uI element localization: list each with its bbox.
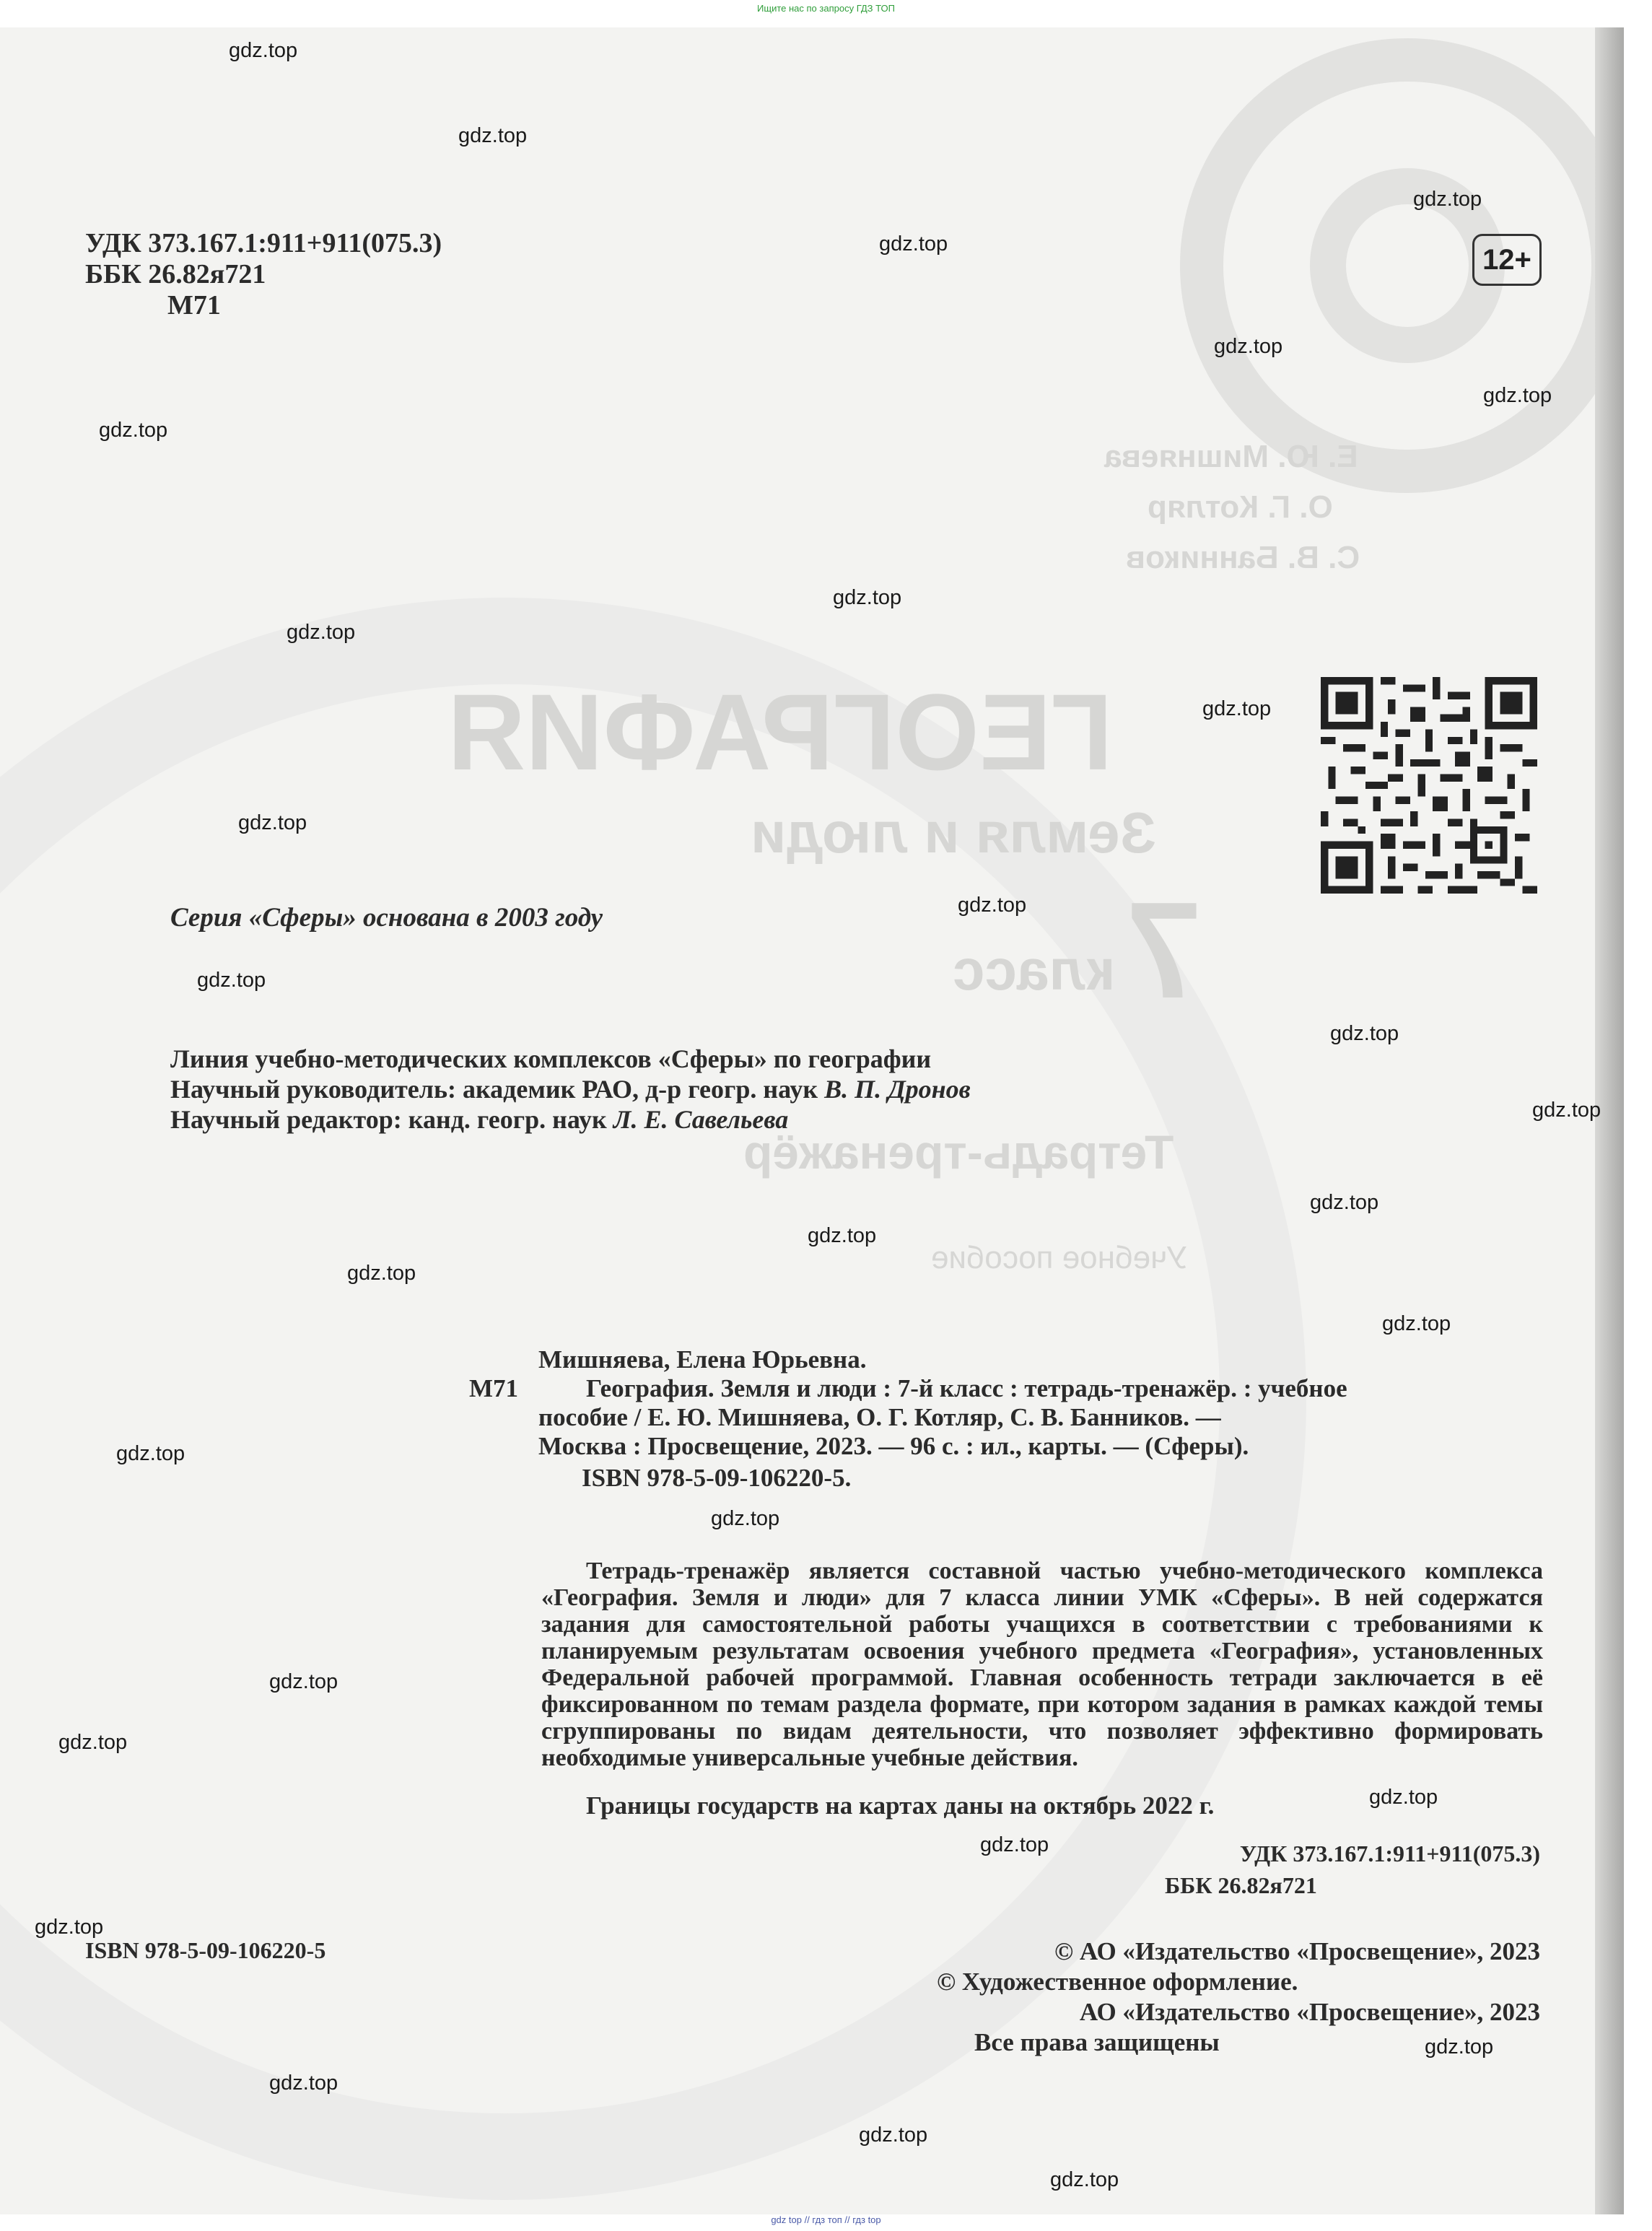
watermark: gdz.top bbox=[35, 1916, 104, 1939]
watermark: gdz.top bbox=[1532, 1099, 1601, 1122]
bottom-note: gdz top // гдз топ // гдз top bbox=[771, 2214, 881, 2225]
series-note: Серия «Сферы» основана в 2003 году bbox=[170, 903, 603, 933]
copyright-line-2: © Художественное оформление. bbox=[937, 1968, 1298, 1996]
editor-label: Научный редактор: канд. геогр. наук bbox=[170, 1105, 607, 1134]
supervisor-label: Научный руководитель: академик РАО, д-р геогр. наук bbox=[170, 1075, 818, 1104]
copyright-line-1: © АО «Издательство «Просвещение», 2023 bbox=[1054, 1937, 1540, 1965]
udk-bottom: УДК 373.167.1:911+911(075.3) bbox=[1239, 1841, 1540, 1867]
watermark: gdz.top bbox=[1050, 2168, 1119, 2191]
ghost-title: ГЕОГРАФИЯ bbox=[447, 671, 1113, 793]
watermark: gdz.top bbox=[99, 419, 168, 442]
watermark: gdz.top bbox=[269, 2071, 338, 2095]
isbn-bottom: ISBN 978-5-09-106220-5 bbox=[85, 1937, 326, 1963]
biblio-author: Мишняева, Елена Юрьевна. bbox=[538, 1345, 867, 1374]
watermark: gdz.top bbox=[269, 1670, 338, 1693]
copyright-line-3: АО «Издательство «Просвещение», 2023 bbox=[1079, 1998, 1540, 2026]
ghost-author-1: Е. Ю. Мишняева bbox=[1104, 439, 1358, 474]
watermark: gdz.top bbox=[711, 1507, 780, 1530]
watermark: gdz.top bbox=[808, 1224, 877, 1247]
biblio-line-1: География. Земля и люди : 7-й класс : тетрадь-тренажёр. : учебное bbox=[586, 1374, 1347, 1402]
bbk-top: ББК 26.82я721 bbox=[85, 259, 266, 289]
ghost-author-3: С. В. Банников bbox=[1126, 540, 1360, 575]
watermark: gdz.top bbox=[58, 1731, 128, 1754]
ghost-grade: класс bbox=[953, 938, 1116, 1002]
watermark: gdz.top bbox=[116, 1442, 185, 1465]
watermark: gdz.top bbox=[833, 586, 902, 609]
bbk-bottom: ББК 26.82я721 bbox=[1165, 1872, 1317, 1898]
watermark: gdz.top bbox=[229, 39, 298, 62]
watermark: gdz.top bbox=[1382, 1312, 1451, 1335]
ghost-kind: Учебное пособие bbox=[931, 1240, 1188, 1275]
age-rating-badge: 12+ bbox=[1472, 234, 1542, 286]
watermark: gdz.top bbox=[1310, 1191, 1379, 1214]
supervisor-name: В. П. Дронов bbox=[824, 1075, 971, 1104]
editor-line bbox=[170, 1104, 788, 1135]
watermark: gdz.top bbox=[1369, 1786, 1438, 1809]
editor-name: Л. Е. Савельева bbox=[613, 1105, 789, 1134]
watermark: gdz.top bbox=[287, 621, 356, 644]
biblio-code: М71 bbox=[469, 1374, 519, 1402]
abstract-text: Тетрадь-тренажёр является составной частью учебно-методического комплекса «География. Земля и люди» для 7 класса линии УМК «Сферы». В ней содержатся задания для самостоятельной работы учащихся в соответствии с требованиями к планируемым результатам освоения учебного предмета «География», установленных Федеральной рабочей программой. Главная особенность тетради заключается в её фиксированном по темам раздела формате, при котором задания в рамках каждой темы сгруппированы по видам деятельности, что позволяет эффективно формировать необходимые универсальные учебные действия. bbox=[541, 1558, 1543, 1771]
line-title: Линия учебно-методических комплексов «Сферы» по географии bbox=[170, 1044, 932, 1073]
borders-note: Границы государств на картах даны на октябрь 2022 г. bbox=[586, 1791, 1215, 1820]
biblio-isbn: ISBN 978-5-09-106220-5. bbox=[582, 1464, 852, 1492]
watermark: gdz.top bbox=[238, 811, 307, 834]
watermark: gdz.top bbox=[1483, 384, 1552, 407]
biblio-line-2: пособие / Е. Ю. Мишняева, О. Г. Котляр, С. В. Банников. — bbox=[538, 1403, 1221, 1431]
copyright-line-4: Все права защищены bbox=[974, 2028, 1220, 2056]
qr-code-icon bbox=[1321, 677, 1537, 894]
watermark: gdz.top bbox=[1202, 697, 1272, 720]
udk-top: УДК 373.167.1:911+911(075.3) bbox=[85, 228, 442, 258]
watermark: gdz.top bbox=[1413, 188, 1482, 211]
watermark: gdz.top bbox=[859, 2123, 928, 2147]
biblio-line-3: Москва : Просвещение, 2023. — 96 с. : ил., карты. — (Сферы). bbox=[538, 1432, 1249, 1460]
watermark: gdz.top bbox=[1214, 335, 1283, 358]
ghost-type: Тетрадь-тренажёр bbox=[743, 1125, 1174, 1179]
watermark: gdz.top bbox=[1330, 1022, 1399, 1045]
top-search-note: Ищите нас по запросу ГДЗ ТОП bbox=[757, 3, 895, 14]
watermark: gdz.top bbox=[1425, 2035, 1494, 2058]
watermark: gdz.top bbox=[980, 1833, 1049, 1856]
watermark: gdz.top bbox=[879, 232, 948, 256]
scanned-page bbox=[0, 27, 1624, 2214]
watermark: gdz.top bbox=[458, 124, 528, 147]
ghost-subtitle: Земля и люди bbox=[751, 800, 1156, 865]
ghost-grade-number: 7 bbox=[1126, 874, 1202, 1027]
watermark: gdz.top bbox=[958, 894, 1027, 917]
ghost-author-2: О. Г. Котляр bbox=[1148, 489, 1333, 525]
author-code-top: М71 bbox=[167, 290, 221, 320]
watermark: gdz.top bbox=[197, 969, 266, 992]
supervisor-line bbox=[170, 1074, 971, 1104]
watermark: gdz.top bbox=[347, 1262, 416, 1285]
